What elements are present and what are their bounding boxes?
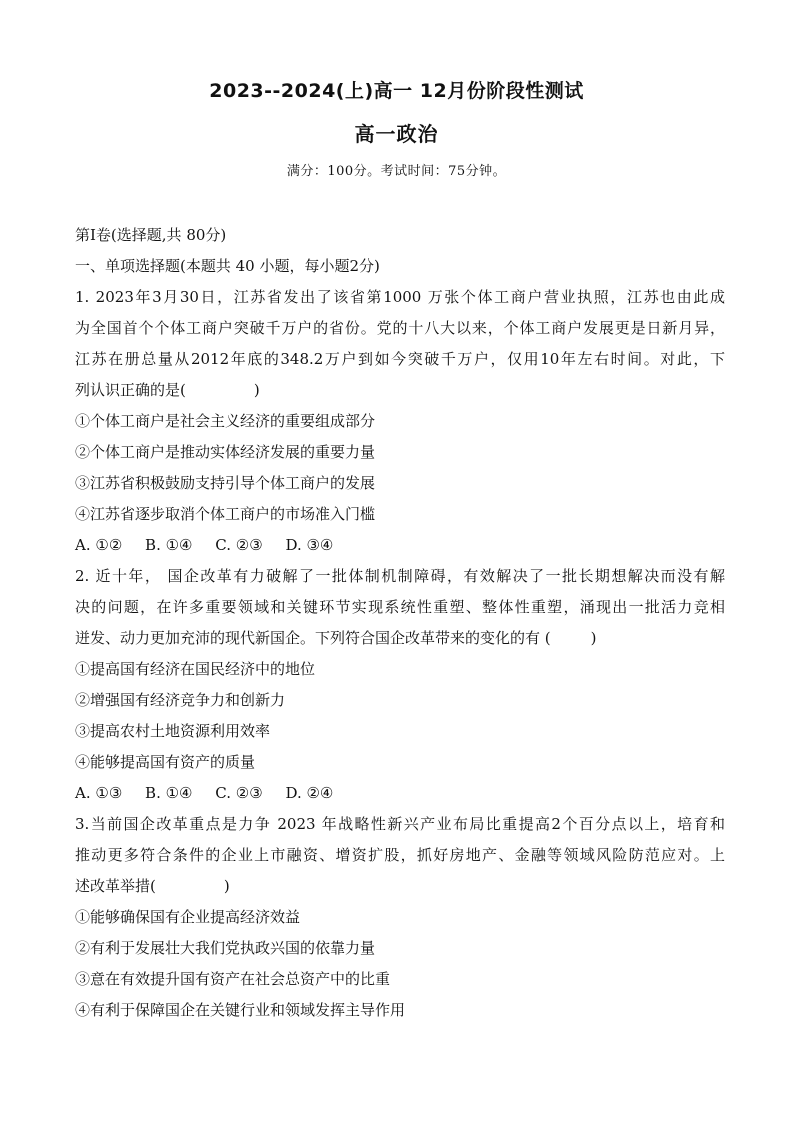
question-stem-line: 江苏在册总量从2012年底的348.2万户到如今突破千万户，仅用10年左右时间。对此，下 bbox=[75, 350, 725, 368]
question-item: ②有利于发展壮大我们党执政兴国的依靠力量 bbox=[75, 939, 376, 957]
question-item: ④能够提高国有资产的质量 bbox=[75, 753, 256, 771]
exam-meta: 满分：100分。考试时间：75分钟。 bbox=[286, 164, 507, 179]
question-item: ①提高国有经济在国民经济中的地位 bbox=[75, 660, 316, 678]
question-stem-line: 推动更多符合条件的企业上市融资、增资扩股，抓好房地产、金融等领域风险防范应对。上 bbox=[75, 846, 725, 864]
question-stem-text: 迸发、动力更加充沛的现代新国企。下列符合国企改革带来的变化的有 ( bbox=[75, 629, 551, 647]
question-stem-text: 列认识正确的是( bbox=[75, 381, 186, 399]
question-options bbox=[75, 778, 725, 809]
option-d: D. ②④ bbox=[285, 784, 334, 802]
question-stem-line: 3.当前国企改革重点是力争 2023 年战略性新兴产业布局比重提高2个百分点以上，培育和 bbox=[75, 815, 725, 833]
exam-title: 2023--2024(上)高一 12月份阶段性测试 bbox=[209, 80, 584, 102]
question-item: ③提高农村土地资源利用效率 bbox=[75, 722, 271, 740]
option-b: B. ①④ bbox=[145, 536, 193, 554]
question-stem-line: 1. 2023年3月30日，江苏省发出了该省第1000 万张个体工商户营业执照，江苏也由此成 bbox=[75, 288, 725, 306]
question-stem-last-line bbox=[75, 623, 725, 654]
exam-subject: 高一政治 bbox=[354, 122, 439, 146]
question-item: ①个体工商户是社会主义经济的重要组成部分 bbox=[75, 412, 376, 430]
question-stem-line: 决的问题，在许多重要领域和关键环节实现系统性重塑、整体性重塑，涌现出一批活力竞相 bbox=[75, 598, 725, 616]
question-stem-line: 2. 近十年， 国企改革有力破解了一批体制机制障碍，有效解决了一批长期想解决而没有解 bbox=[75, 567, 725, 585]
exam-body bbox=[75, 220, 725, 1026]
question-stem-line: 为全国首个个体工商户突破千万户的省份。党的十八大以来，个体工商户发展更是日新月异， bbox=[75, 319, 725, 337]
question-stem-last-line bbox=[75, 871, 725, 902]
question-item: ③江苏省积极鼓励支持引导个体工商户的发展 bbox=[75, 474, 376, 492]
option-b: B. ①④ bbox=[145, 784, 193, 802]
option-a: A. ①② bbox=[75, 536, 123, 554]
option-a: A. ①③ bbox=[75, 784, 123, 802]
question-item: ④有利于保障国企在关键行业和领域发挥主导作用 bbox=[75, 1001, 406, 1019]
section-instruction: 一、单项选择题(本题共 40 小题，每小题2分) bbox=[75, 257, 380, 275]
question-stem-last-line bbox=[75, 375, 725, 406]
question-1 bbox=[75, 282, 725, 561]
question-item: ②个体工商户是推动实体经济发展的重要力量 bbox=[75, 443, 376, 461]
question-item: ①能够确保国有企业提高经济效益 bbox=[75, 908, 301, 926]
option-c: C. ②③ bbox=[215, 536, 263, 554]
question-item: ④江苏省逐步取消个体工商户的市场准入门槛 bbox=[75, 505, 376, 523]
question-item: ②增强国有经济竞争力和创新力 bbox=[75, 691, 286, 709]
question-item: ③意在有效提升国有资产在社会总资产中的比重 bbox=[75, 970, 391, 988]
question-stem-tail: ) bbox=[223, 877, 230, 895]
question-stem-tail: ) bbox=[590, 629, 597, 647]
option-c: C. ②③ bbox=[215, 784, 263, 802]
question-2 bbox=[75, 561, 725, 809]
question-3 bbox=[75, 809, 725, 1026]
question-options bbox=[75, 530, 725, 561]
section-part: 第Ⅰ卷(选择题,共 80分) bbox=[75, 226, 227, 244]
question-stem-text: 述改革举措( bbox=[75, 877, 156, 895]
option-d: D. ③④ bbox=[285, 536, 334, 554]
question-stem-tail: ) bbox=[253, 381, 260, 399]
